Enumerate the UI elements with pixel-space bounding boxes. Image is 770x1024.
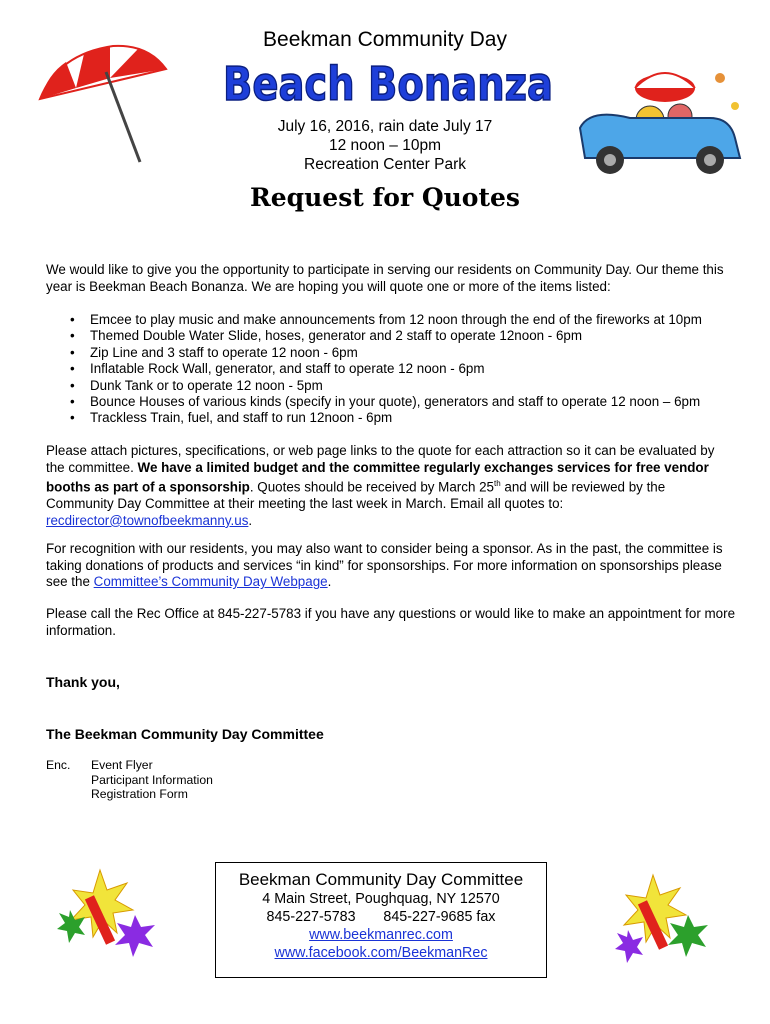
sponsor-end: . (327, 574, 332, 590)
attach-paragraph (46, 443, 736, 529)
enclosure-label: Enc. (46, 758, 71, 772)
list-item: • Emcee to play music and make announcements from 12 noon through the end of the fireworks at 10pm (64, 312, 702, 328)
list-item: • Themed Double Water Slide, hoses, generator and 2 staff to operate 12noon - 6pm (64, 328, 702, 344)
contact-fax: 845-227-9685 fax (383, 909, 496, 925)
fireworks-right-icon (608, 870, 718, 965)
banner-text: Beach Bonanza (223, 57, 553, 111)
website-link[interactable]: www.beekmanrec.com (309, 927, 453, 943)
fireworks-left-icon (55, 865, 165, 960)
thank-you: Thank you, (46, 674, 120, 690)
budget-note: We have a limited budget and the committee regularly exchanges services for free vendor booths as part of a sponsorship (46, 459, 709, 495)
attach-end: . (248, 512, 253, 528)
contact-address: 4 Main Street, Poughquag, NY 12570 (262, 891, 500, 907)
event-time: 12 noon – 10pm (328, 137, 442, 154)
sponsor-paragraph (46, 541, 736, 591)
enclosure-item: Registration Form (91, 787, 188, 802)
list-item: • Zip Line and 3 staff to operate 12 noon - 6pm (64, 345, 702, 361)
contact-box (215, 862, 547, 978)
attach-text-3: and will be reviewed by the Community Day Committee at their meeting the last week in March. Email all quotes to: (46, 479, 666, 512)
date-suffix: th (494, 479, 501, 489)
event-location: Recreation Center Park (304, 156, 466, 173)
list-item: • Inflatable Rock Wall, generator, and staff to operate 12 noon - 6pm (64, 361, 702, 377)
items-list (64, 312, 702, 427)
list-item: • Dunk Tank or to operate 12 noon - 5pm (64, 378, 702, 394)
request-heading: Request for Quotes (249, 183, 521, 212)
webpage-link[interactable]: Committee’s Community Day Webpage (93, 574, 328, 590)
event-details (0, 117, 770, 174)
list-item: • Trackless Train, fuel, and staff to run 12noon - 6pm (64, 410, 702, 426)
contact-phones (216, 908, 546, 926)
event-date: July 16, 2016, rain date July 17 (277, 118, 493, 135)
facebook-link[interactable]: www.facebook.com/BeekmanRec (274, 945, 488, 961)
sponsor-text: For recognition with our residents, you may also want to consider being a sponsor. As in the past, the committee is taking donations of products and services “in kind” for sponsorships. For more information on sponsorships please see the (46, 541, 723, 590)
attach-text-2: . Quotes should be received by March 25 (249, 479, 495, 495)
enclosure-item: Event Flyer (91, 758, 153, 772)
call-paragraph: Please call the Rec Office at 845-227-5783 if you have any questions or would like to make an appointment for more information. (46, 606, 736, 638)
enclosure-item: Participant Information (91, 772, 213, 787)
committee-signature: The Beekman Community Day Committee (46, 726, 324, 742)
list-item: • Bounce Houses of various kinds (specify in your quote), generators and staff to operate 12 noon – 6pm (64, 394, 702, 410)
page-title: Beekman Community Day (263, 28, 507, 51)
beach-bonanza-banner (218, 52, 558, 112)
attach-text-1: Please attach pictures, specifications, or web page links to the quote for each attraction so it can be evaluated by the committee. (46, 443, 715, 475)
email-link[interactable]: recdirector@townofbeekmanny.us (46, 512, 249, 528)
contact-phone: 845-227-5783 (266, 909, 356, 925)
intro-paragraph: We would like to give you the opportunity to participate in serving our residents on Community Day. Our theme this year is Beekman Beach Bonanza. We are hoping you will quote one or more of the items listed: (46, 262, 724, 294)
contact-name: Beekman Community Day Committee (238, 870, 524, 889)
